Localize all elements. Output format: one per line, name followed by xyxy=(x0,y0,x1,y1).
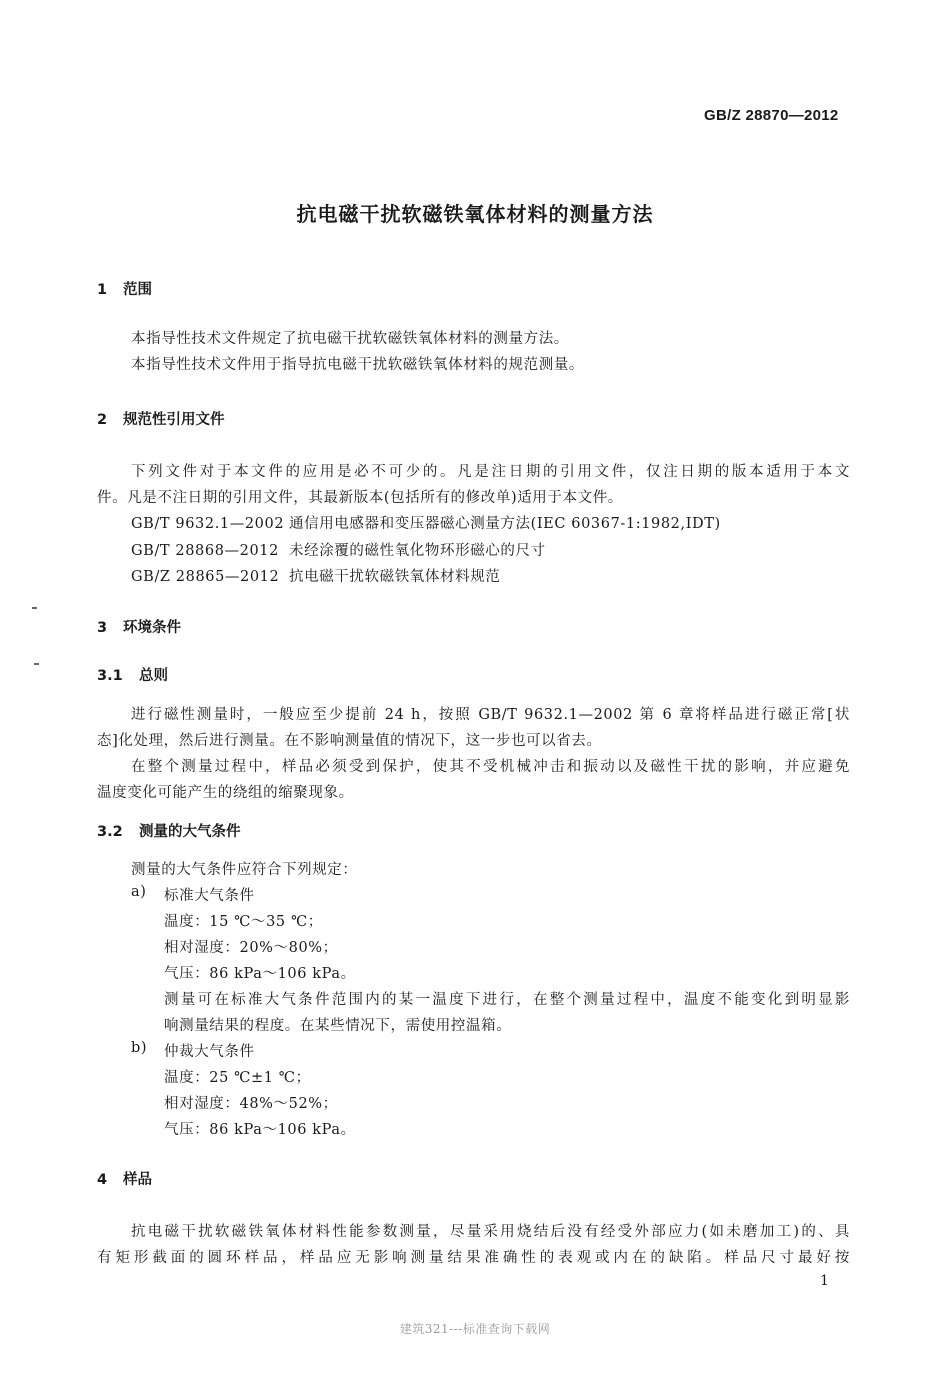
section-number: 3.1 xyxy=(97,668,123,684)
paragraph-line: 件。凡是不注日期的引用文件，其最新版本(包括所有的修改单)适用于本文件。 xyxy=(97,490,623,506)
section-title: 总则 xyxy=(139,668,168,684)
scan-mark xyxy=(32,607,37,609)
paragraph: 测量的大气条件应符合下列规定： xyxy=(131,862,358,878)
section-2-heading xyxy=(97,408,225,429)
section-number: 2 xyxy=(97,412,108,428)
paragraph-line: 测量可在标准大气条件范围内的某一温度下进行，在整个测量过程中，温度不能变化到明显影 xyxy=(164,992,850,1008)
standard-number: GB/Z 28870—2012 xyxy=(704,107,839,124)
paragraph: 本指导性技术文件规定了抗电磁干扰软磁铁氧体材料的测量方法。 xyxy=(131,331,569,347)
watermark-text: 建筑321---标准查询下载网 xyxy=(399,1322,551,1336)
section-number: 4 xyxy=(97,1172,108,1188)
reference-item xyxy=(131,512,721,533)
reference-code: GB/Z 28865—2012 xyxy=(131,569,280,585)
section-title: 规范性引用文件 xyxy=(123,412,225,428)
reference-item xyxy=(131,565,500,586)
reference-title: 抗电磁干扰软磁铁氧体材料规范 xyxy=(289,569,501,585)
section-title: 环境条件 xyxy=(123,620,181,636)
list-item-heading: 标准大气条件 xyxy=(164,888,255,904)
paragraph-line: 态]化处理，然后进行测量。在不影响测量值的情况下，这一步也可以省去。 xyxy=(97,733,602,749)
paragraph-line: 在整个测量过程中，样品必须受到保护，使其不受机械冲击和振动以及磁性干扰的影响，并应避免 xyxy=(131,759,850,775)
section-4-heading xyxy=(97,1168,152,1189)
paragraph-line: 进行磁性测量时，一般应至少提前 24 h，按照 GB/T 9632.1—2002 第 6 章将样品进行磁正常[状 xyxy=(131,707,850,723)
condition-temperature: 温度：15 ℃～35 ℃； xyxy=(164,914,323,930)
section-3-heading xyxy=(97,616,181,637)
page-number: 1 xyxy=(820,1273,829,1289)
condition-humidity: 相对湿度：20%～80%； xyxy=(164,940,338,956)
section-1-heading xyxy=(97,278,152,299)
reference-title: 通信用电感器和变压器磁心测量方法(IEC 60367-1:1982,IDT) xyxy=(289,516,721,532)
document-title: 抗电磁干扰软磁铁氧体材料的测量方法 xyxy=(296,202,654,226)
paragraph-line: 响测量结果的程度。在某些情况下，需使用控温箱。 xyxy=(164,1018,512,1034)
paragraph-line: 有矩形截面的圆环样品，样品应无影响测量结果准确性的表观或内在的缺陷。样品尺寸最好按 xyxy=(97,1250,850,1266)
section-number: 1 xyxy=(97,282,108,298)
reference-code: GB/T 28868—2012 xyxy=(131,543,279,559)
reference-code: GB/T 9632.1—2002 xyxy=(131,516,285,532)
list-label: b) xyxy=(131,1040,148,1056)
subsection-3-1-heading xyxy=(97,664,168,685)
section-title: 样品 xyxy=(123,1172,152,1188)
section-number: 3 xyxy=(97,620,108,636)
reference-item xyxy=(131,539,546,560)
subsection-3-2-heading xyxy=(97,820,241,841)
paragraph-line: 温度变化可能产生的绕组的缩聚现象。 xyxy=(97,785,354,801)
list-item-heading: 仲裁大气条件 xyxy=(164,1044,255,1060)
section-title: 范围 xyxy=(123,282,152,298)
reference-title: 未经涂覆的磁性氧化物环形磁心的尺寸 xyxy=(289,543,546,559)
condition-temperature: 温度：25 ℃±1 ℃； xyxy=(164,1070,311,1086)
condition-humidity: 相对湿度：48%～52%； xyxy=(164,1096,338,1112)
paragraph: 本指导性技术文件用于指导抗电磁干扰软磁铁氧体材料的规范测量。 xyxy=(131,357,584,373)
list-label: a) xyxy=(131,884,147,900)
section-number: 3.2 xyxy=(97,824,123,840)
scan-mark xyxy=(34,663,39,665)
section-title: 测量的大气条件 xyxy=(139,824,241,840)
condition-pressure: 气压：86 kPa～106 kPa。 xyxy=(164,966,356,982)
paragraph-line: 抗电磁干扰软磁铁氧体材料性能参数测量，尽量采用烧结后没有经受外部应力(如未磨加工)的、具 xyxy=(131,1224,850,1240)
condition-pressure: 气压：86 kPa～106 kPa。 xyxy=(164,1122,356,1138)
paragraph-line: 下列文件对于本文件的应用是必不可少的。凡是注日期的引用文件，仅注日期的版本适用于本文 xyxy=(131,464,850,480)
